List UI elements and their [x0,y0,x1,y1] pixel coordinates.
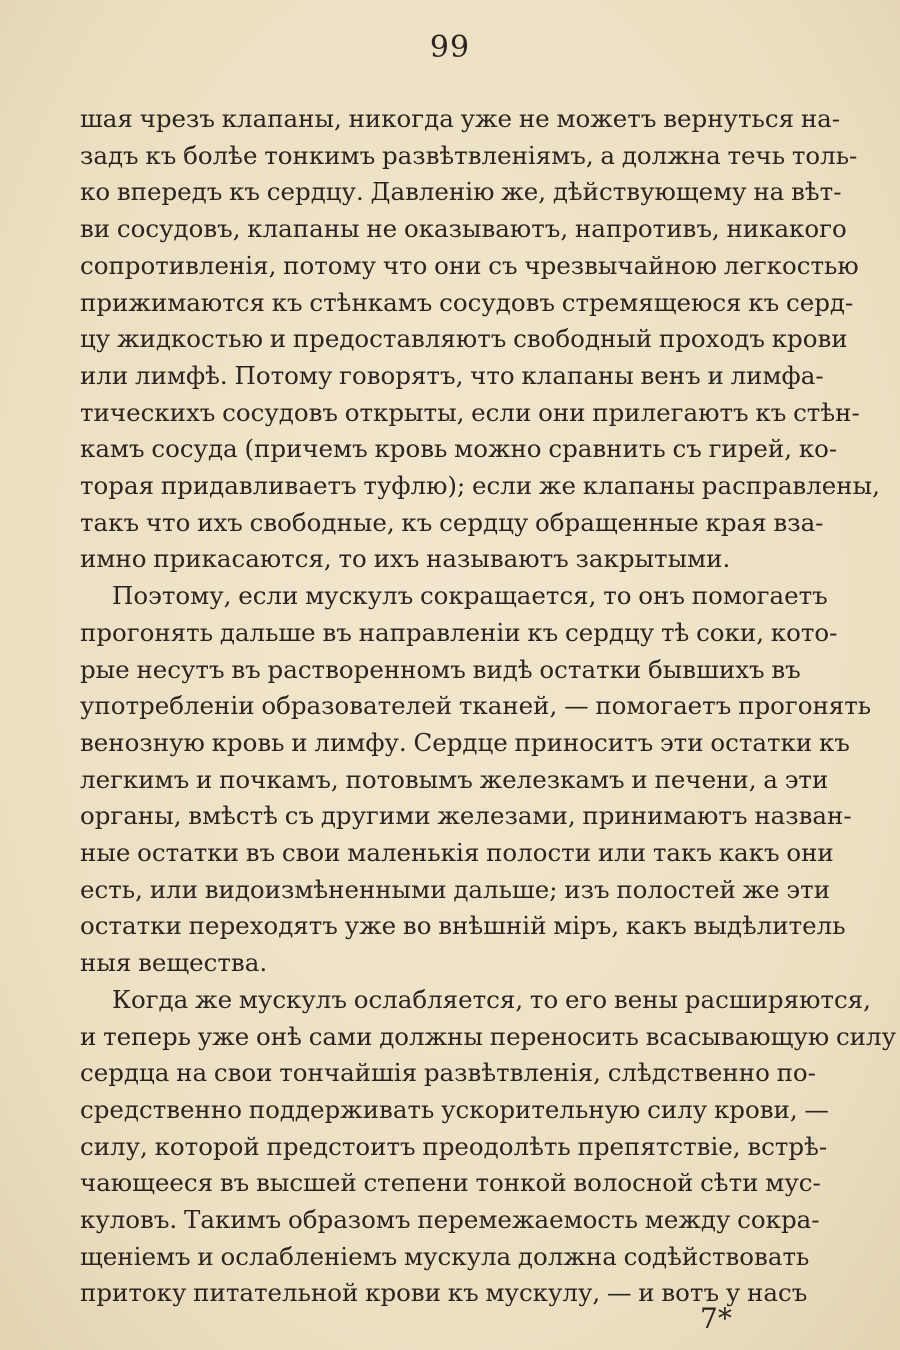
text-line: чающееся въ высшей степени тонкой волосной сѣти мус- [80,1168,821,1198]
text-line: и теперь уже онѣ сами должны переносить всасывающую силу [80,1021,896,1051]
text-line: цу жидкостью и предоставляютъ свободный проходъ крови [80,324,848,354]
text-line: Поэтому, если мускулъ сокращается, то онъ помогаетъ [112,581,828,611]
text-line: венозную кровь и лимфу. Сердце приноситъ эти остатки къ [80,727,850,757]
text-line: или лимфѣ. Потому говорятъ, что клапаны венъ и лимфа- [80,360,824,390]
text-line: силу, которой предстоитъ преодолѣть препятствіе, встрѣ- [80,1131,828,1161]
text-line: легкимъ и почкамъ, потовымъ железкамъ и печени, а эти [80,764,829,794]
text-line: шая чрезъ клапаны, никогда уже не можетъ вернуться на- [80,104,841,133]
text-line: Когда же мускулъ ослабляется, то его вены расширяются, [112,984,871,1014]
text-line: ви сосудовъ, клапаны не оказываютъ, напротивъ, никакого [80,214,847,244]
text-line: имно прикасаются, то ихъ называютъ закрытыми. [80,544,731,574]
text-line: сопротивленія, потому что они съ чрезвычайною легкостью [80,250,859,280]
text-line: щеніемъ и ослабленіемъ мускула должна содѣйствовать [80,1241,810,1271]
text-line: средственно поддерживать ускорительную силу крови, — [80,1094,829,1124]
text-line: камъ сосуда (причемъ кровь можно сравнить съ гирей, ко- [80,434,838,464]
text-line: ныя вещества. [80,948,268,978]
page-number: 99 [429,30,471,65]
text-line: рые несутъ въ растворенномъ видѣ остатки бывшихъ въ [80,654,801,684]
text-line: такъ что ихъ свободные, къ сердцу обращенные края вза- [80,507,824,537]
text-line: прогонять дальше въ направленіи къ сердцу тѣ соки, кото- [80,617,838,647]
text-line: остатки переходятъ уже во внѣшній міръ, какъ выдѣлитель [80,911,846,941]
text-line: прижимаются къ стѣнкамъ сосудовъ стремящеюся къ серд- [80,287,854,317]
text-line: употребленіи образователей тканей, — помогаетъ прогонять [80,691,872,721]
text-line: тическихъ сосудовъ открыты, если они прилегаютъ къ стѣн- [80,397,860,427]
signature-mark: 7* [700,1302,732,1335]
text-line: торая придавливаетъ туфлю); если же клапаны расправлены, [80,471,880,500]
text-line: задъ къ болѣе тонкимъ развѣтвленіямъ, а должна течь толь- [80,140,858,170]
text-line: притоку питательной крови къ мускулу, — и вотъ у насъ [80,1278,808,1308]
text-line: сердца на свои тончайшія развѣтвленія, слѣдственно по- [80,1058,816,1088]
text-line: есть, или видоизмѣненными дальше; изъ полостей же эти [80,874,831,904]
text-line: ко впередъ къ сердцу. Давленію же, дѣйствующему на вѣт- [80,177,842,207]
text-line: органы, вмѣстѣ съ другими железами, принимаютъ назван- [80,801,852,831]
text-line: куловъ. Такимъ образомъ перемежаемость между сокра- [80,1205,820,1234]
text-line: ные остатки въ свои маленькія полости или такъ какъ они [80,838,834,867]
